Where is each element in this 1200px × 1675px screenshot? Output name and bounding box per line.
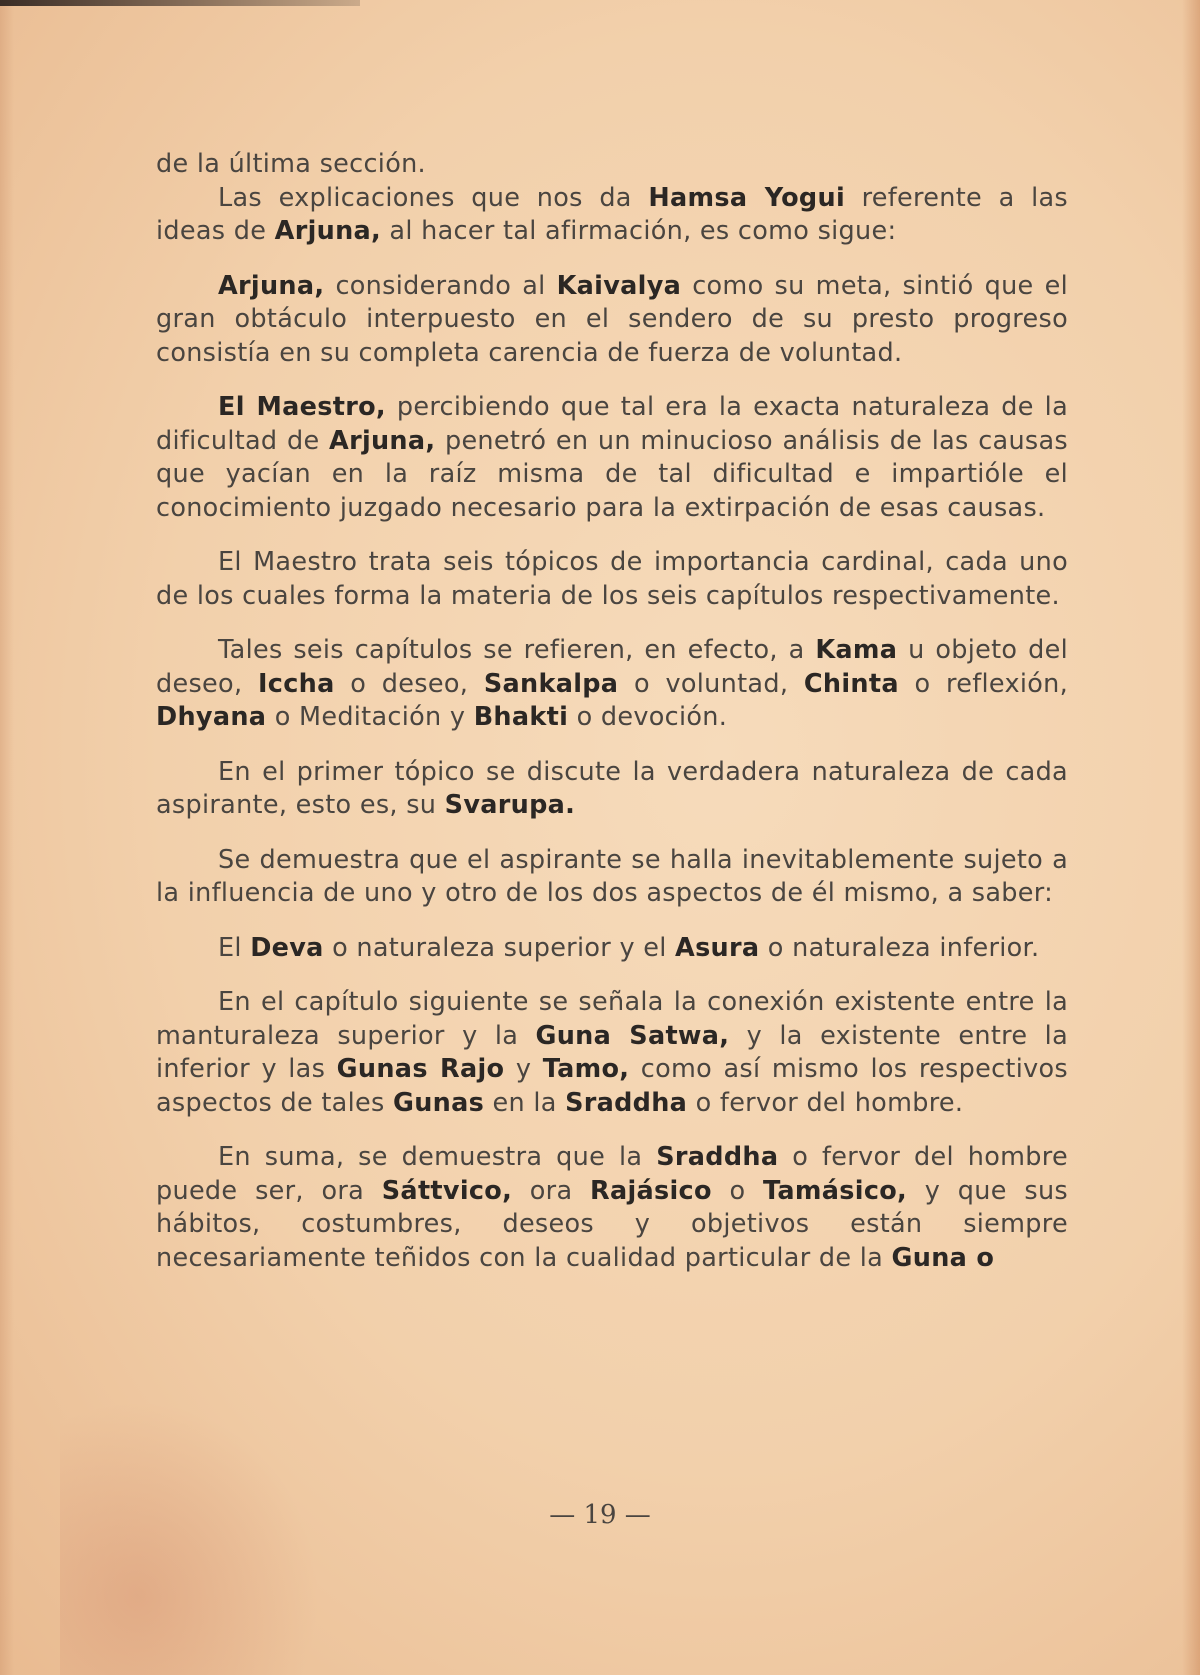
- bold-term: Kaivalya: [556, 270, 682, 301]
- bold-term: Rajásico: [590, 1175, 712, 1206]
- bold-term: Guna Satwa,: [535, 1020, 730, 1051]
- bold-term: Dhyana: [156, 702, 267, 732]
- text-run: y que sus hábitos, costumbres, deseos y objetivos están siempre necesariamente teñidos con la cualidad particular de la: [156, 1175, 1068, 1273]
- text-run: y: [504, 1054, 543, 1084]
- bold-term: Kama: [815, 635, 898, 665]
- bold-term: Bhakti: [473, 702, 569, 732]
- bold-term: Deva: [250, 932, 324, 963]
- bold-term: Hamsa Yogui: [648, 182, 845, 213]
- paragraph: [156, 756, 1068, 823]
- text-run: En suma, se demuestra que la: [218, 1142, 657, 1172]
- text-run: al hacer tal afirmación, es como sigue:: [381, 216, 897, 246]
- paragraph: [156, 844, 1068, 911]
- text-run: En el primer tópico se discute la verdadera naturaleza de cada aspirante, esto es, su: [156, 756, 1068, 820]
- text-run: o deseo,: [334, 668, 484, 699]
- text-run: considerando al: [324, 270, 557, 301]
- text-run: u objeto del deseo,: [156, 635, 1068, 699]
- paragraph: [156, 182, 1068, 249]
- text-run: El: [218, 932, 251, 963]
- paragraph: [156, 932, 1068, 966]
- scan-top-rule: [0, 0, 360, 6]
- paragraph: [156, 1141, 1068, 1275]
- text-run: o naturaleza superior y el: [323, 932, 676, 963]
- paper-stain: [60, 1400, 320, 1675]
- bold-term: El Maestro,: [218, 392, 386, 422]
- text-run: o: [711, 1175, 764, 1206]
- bold-term: Sraddha: [565, 1087, 688, 1118]
- text-run: Las explicaciones que nos da: [218, 182, 649, 213]
- page-number: — 19 —: [549, 1500, 651, 1530]
- bold-term: Chinta: [803, 668, 899, 699]
- text-run: o devoción.: [568, 702, 728, 732]
- bold-term: Sraddha: [656, 1142, 779, 1172]
- text-run: en la: [484, 1087, 566, 1118]
- bold-term: Sáttvico,: [381, 1175, 513, 1206]
- text-run: Tales seis capítulos se refieren, en efecto, a: [218, 635, 816, 665]
- text-run: o voluntad,: [618, 668, 804, 699]
- paragraph: [156, 986, 1068, 1120]
- text-run: como su meta, sintió que el gran obtáculo interpuesto en el sendero de su presto progreso consistía en su completa carencia de fuerza de voluntad.: [156, 270, 1068, 368]
- text-run: referente a las ideas de: [156, 182, 1068, 246]
- bold-term: Iccha: [258, 668, 335, 699]
- paragraph: [156, 270, 1068, 371]
- text-run: o Meditación y: [266, 702, 474, 732]
- text-run: como así mismo los respectivos aspectos de tales: [156, 1054, 1068, 1118]
- text-run: penetró en un minucioso análisis de las causas que yacían en la raíz misma de tal dificultad e impartióle el conocimiento juzgado necesario para la extirpación de esas causas.: [156, 425, 1069, 523]
- text-run: o fervor del hombre puede ser, ora: [156, 1142, 1068, 1206]
- text-run: o fervor del hombre.: [687, 1087, 964, 1118]
- text-run: En el capítulo siguiente se señala la conexión existente entre la manturaleza superior y la: [156, 987, 1068, 1051]
- text-run: o naturaleza inferior.: [759, 932, 1040, 963]
- text-run: percibiendo que tal era la exacta naturaleza de la dificultad de: [156, 392, 1068, 456]
- body-text: [156, 148, 1068, 1275]
- bold-term: Arjuna,: [218, 270, 325, 301]
- bold-term: Tamo,: [542, 1054, 630, 1084]
- text-run: y la existente entre la inferior y las: [156, 1020, 1068, 1084]
- page-edge-shadow-left: [0, 0, 14, 1675]
- bold-term: Asura: [675, 932, 760, 963]
- text-run: Se demuestra que el aspirante se halla inevitablemente sujeto a la influencia de uno y otro de los dos aspectos de él mismo, a saber:: [156, 844, 1068, 908]
- text-run: de la última sección.: [156, 149, 426, 179]
- text-run: o reflexión,: [898, 668, 1068, 699]
- page-edge-shadow-right: [1182, 0, 1200, 1675]
- bold-term: Arjuna,: [329, 425, 436, 456]
- bold-term: Guna o: [891, 1242, 995, 1273]
- bold-term: Tamásico,: [763, 1175, 908, 1206]
- paragraph: [156, 148, 1068, 182]
- bold-term: Arjuna,: [274, 216, 382, 246]
- paragraph: [156, 546, 1068, 613]
- text-run: ora: [512, 1175, 591, 1206]
- paragraph: [156, 391, 1068, 525]
- bold-term: Gunas: [392, 1087, 485, 1118]
- text-run: El Maestro trata seis tópicos de importancia cardinal, cada uno de los cuales forma la materia de los seis capítulos respectivamente.: [156, 547, 1068, 611]
- bold-term: Sankalpa: [483, 668, 619, 699]
- paragraph: [156, 634, 1068, 735]
- bold-term: Svarupa.: [444, 790, 576, 820]
- bold-term: Gunas Rajo: [336, 1054, 505, 1084]
